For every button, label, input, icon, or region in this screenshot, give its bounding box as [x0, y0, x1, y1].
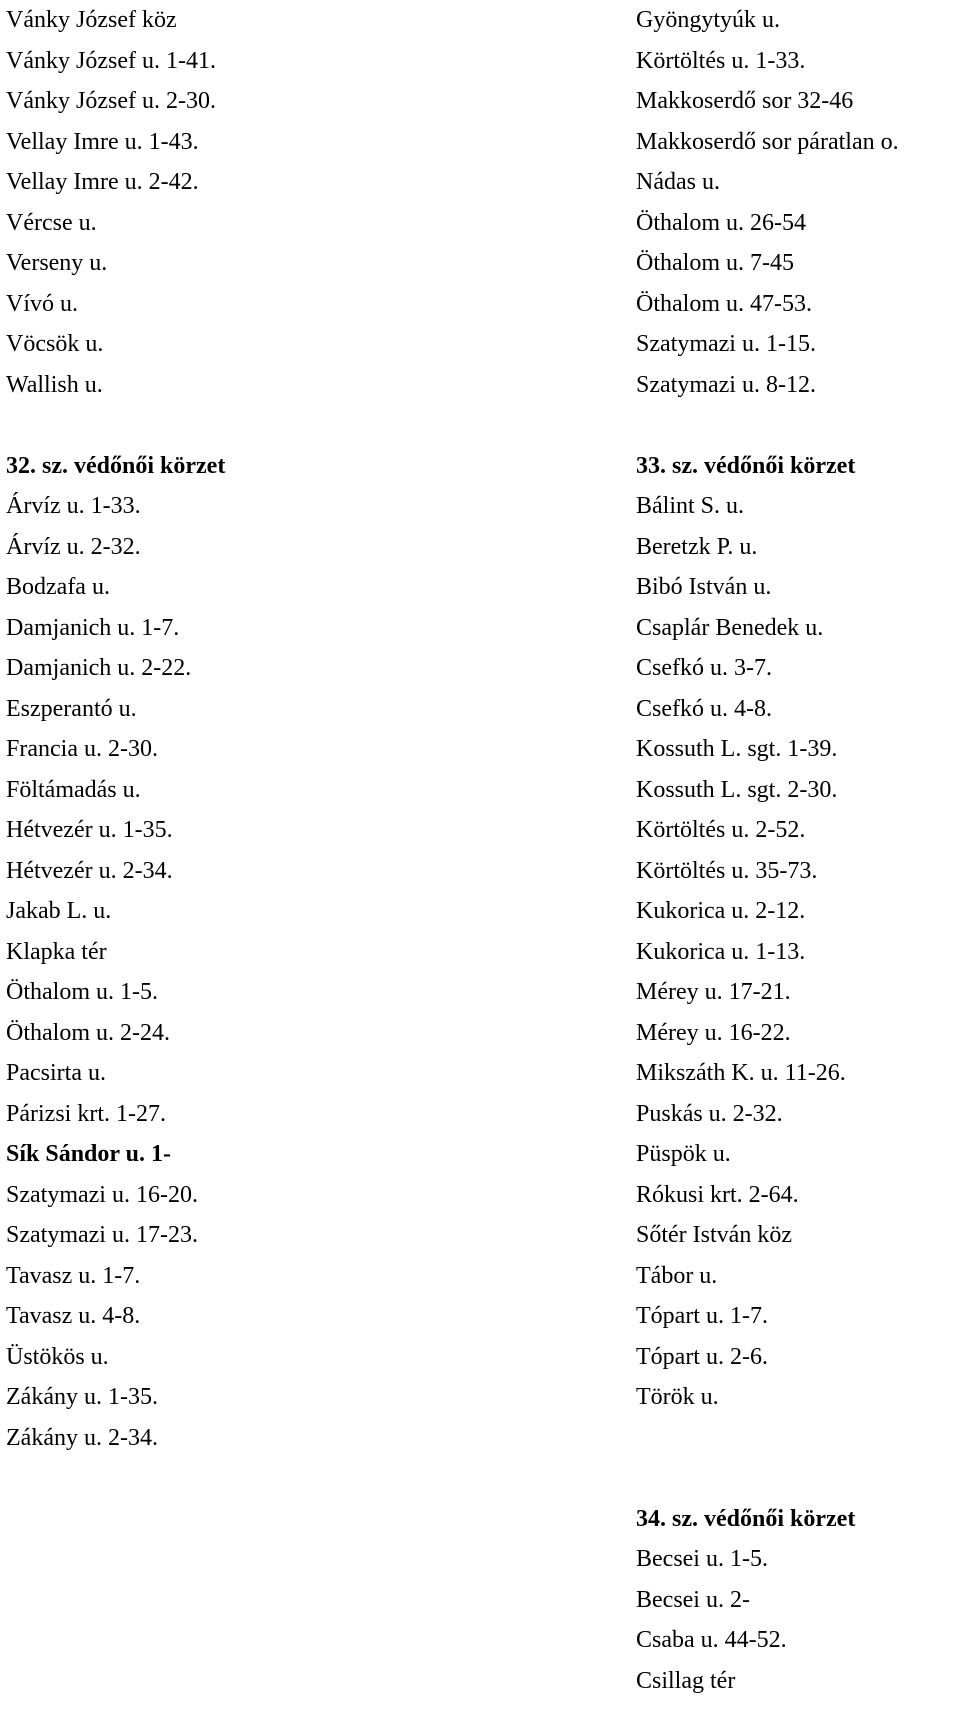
street-entry: Kukorica u. 2-12.	[636, 898, 806, 924]
district-heading: 32. sz. védőnői körzet	[6, 452, 226, 479]
street-entry: Vellay Imre u. 2-42.	[6, 169, 199, 195]
street-entry: Kukorica u. 1-13.	[636, 938, 806, 965]
street-entry: Wallish u.	[6, 371, 103, 398]
street-entry: Föltámadás u.	[6, 776, 141, 803]
district-heading: 34. sz. védőnői körzet	[636, 1505, 856, 1532]
street-entry: Vánky József köz	[6, 7, 177, 33]
street-entry: Csefkó u. 4-8.	[636, 695, 772, 722]
street-entry: Makkoserdő sor 32-46	[636, 88, 854, 114]
street-entry: Bodzafa u.	[6, 574, 110, 600]
street-entry: Szatymazi u. 1-15.	[636, 331, 816, 357]
blank-line	[636, 1418, 956, 1459]
street-entry: Tópart u. 1-7.	[636, 1303, 768, 1329]
street-entry: Kossuth L. sgt. 1-39.	[636, 736, 838, 762]
street-entry: Pacsirta u.	[6, 1060, 106, 1086]
street-entry: Öthalom u. 26-54	[636, 209, 806, 236]
street-entry: Üstökös u.	[6, 1343, 109, 1370]
street-entry: Bálint S. u.	[636, 493, 745, 519]
street-entry: Becsei u. 2-	[636, 1586, 750, 1613]
street-entry: Becsei u. 1-5.	[636, 1546, 768, 1572]
street-entry: Verseny u.	[6, 250, 108, 276]
street-entry: Francia u. 2-30.	[6, 736, 158, 762]
street-entry: Szatymazi u. 17-23.	[6, 1222, 198, 1248]
street-entry: Klapka tér	[6, 938, 107, 965]
street-entry: Árvíz u. 2-32.	[6, 533, 141, 560]
street-entry: Rókusi krt. 2-64.	[636, 1181, 799, 1208]
street-entry: Öthalom u. 1-5.	[6, 979, 158, 1005]
street-entry: Szatymazi u. 16-20.	[6, 1181, 198, 1208]
street-entry: Bibó István u.	[636, 574, 772, 600]
street-entry: Vellay Imre u. 1-43.	[6, 128, 199, 155]
street-entry: Körtöltés u. 1-33.	[636, 47, 806, 74]
street-entry: Vánky József u. 1-41.	[6, 47, 216, 74]
street-entry: Hétvezér u. 2-34.	[6, 857, 173, 884]
street-entry: Sík Sándor u. 1-	[6, 1141, 171, 1167]
left-street-column	[6, 0, 566, 1458]
street-entry: Zákány u. 2-34.	[6, 1424, 158, 1451]
street-entry: Vánky József u. 2-30.	[6, 88, 216, 114]
street-entry: Török u.	[636, 1384, 719, 1410]
street-entry: Mikszáth K. u. 11-26.	[636, 1060, 846, 1086]
street-entry: Öthalom u. 7-45	[636, 250, 794, 276]
street-entry: Gyöngytyúk u.	[636, 7, 780, 33]
street-entry: Mérey u. 16-22.	[636, 1019, 791, 1046]
street-entry: Tavasz u. 1-7.	[6, 1262, 141, 1289]
street-entry: Tábor u.	[636, 1262, 718, 1289]
right-street-column	[636, 0, 956, 1701]
street-entry: Öthalom u. 2-24.	[6, 1019, 170, 1046]
street-entry: Kossuth L. sgt. 2-30.	[636, 776, 838, 803]
street-entry: Csaplár Benedek u.	[636, 614, 824, 641]
street-entry: Jakab L. u.	[6, 898, 112, 924]
street-entry: Árvíz u. 1-33.	[6, 493, 141, 519]
street-entry: Csefkó u. 3-7.	[636, 655, 772, 681]
street-entry: Eszperantó u.	[6, 695, 137, 722]
street-entry: Beretzk P. u.	[636, 533, 758, 560]
district-heading: 33. sz. védőnői körzet	[636, 452, 856, 479]
street-entry: Hétvezér u. 1-35.	[6, 817, 173, 843]
street-entry: Puskás u. 2-32.	[636, 1100, 783, 1127]
street-entry: Körtöltés u. 35-73.	[636, 857, 818, 884]
street-entry: Tavasz u. 4-8.	[6, 1303, 141, 1329]
street-entry: Damjanich u. 2-22.	[6, 655, 192, 681]
street-entry: Szatymazi u. 8-12.	[636, 371, 816, 398]
street-entry: Tópart u. 2-6.	[636, 1343, 768, 1370]
street-entry: Körtöltés u. 2-52.	[636, 817, 806, 843]
street-entry: Damjanich u. 1-7.	[6, 614, 180, 641]
street-entry: Makkoserdő sor páratlan o.	[636, 128, 899, 155]
street-entry: Párizsi krt. 1-27.	[6, 1100, 166, 1127]
street-entry: Öthalom u. 47-53.	[636, 290, 812, 317]
blank-line	[636, 405, 956, 446]
blank-line	[636, 1458, 956, 1499]
street-entry: Nádas u.	[636, 169, 720, 195]
street-entry: Vívó u.	[6, 290, 78, 317]
blank-line	[6, 405, 566, 446]
street-entry: Csillag tér	[636, 1667, 736, 1694]
street-entry: Sőtér István köz	[636, 1222, 792, 1248]
street-entry: Vöcsök u.	[6, 331, 104, 357]
street-entry: Zákány u. 1-35.	[6, 1384, 158, 1410]
street-entry: Csaba u. 44-52.	[636, 1627, 787, 1653]
street-entry: Mérey u. 17-21.	[636, 979, 791, 1005]
street-entry: Püspök u.	[636, 1141, 731, 1167]
street-entry: Vércse u.	[6, 209, 97, 236]
